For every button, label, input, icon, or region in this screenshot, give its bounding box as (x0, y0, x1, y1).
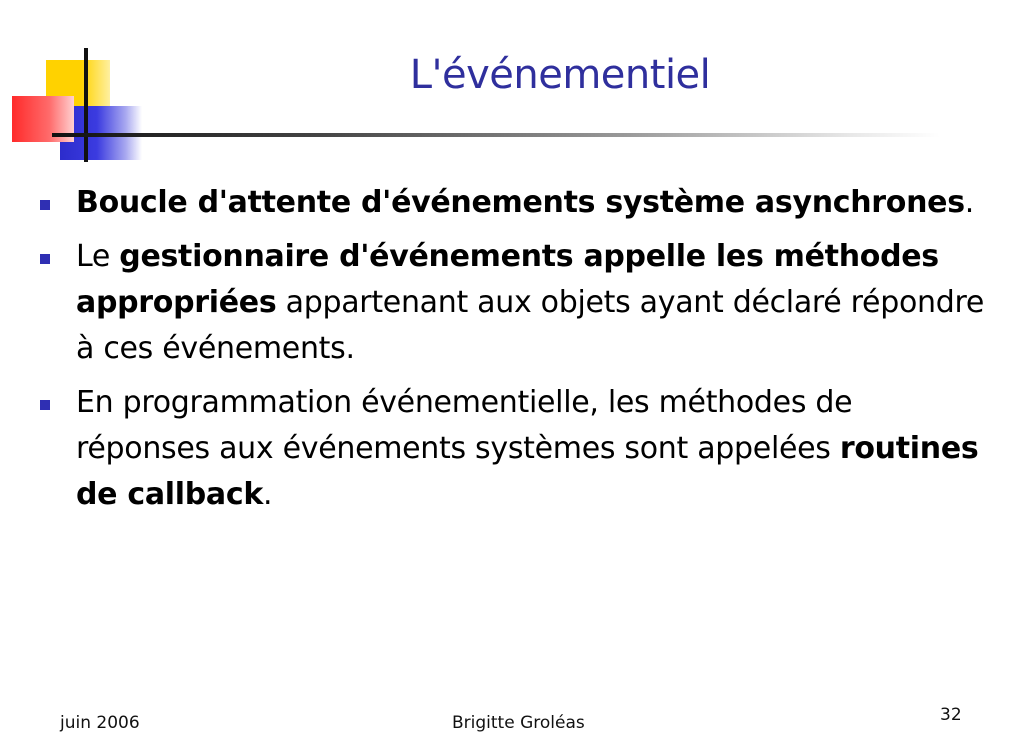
bullet-bold-text: routines de callback (76, 431, 979, 512)
bullet-text: Le (76, 239, 120, 274)
square-bullet-icon (40, 400, 50, 410)
bullet-bold-text: gestionnaire d'événements appelle les méthodes appropriées (76, 239, 939, 320)
bullet-item (36, 234, 986, 372)
bullet-list (36, 180, 986, 526)
square-bullet-icon (40, 254, 50, 264)
slide-title: L'événementiel (409, 52, 711, 98)
decorative-logo-squares (0, 0, 160, 170)
square-bullet-icon (40, 200, 50, 210)
bullet-text: appartenant aux objets ayant déclaré répondre à ces événements. (76, 285, 984, 366)
bullet-text: . (964, 185, 975, 220)
bullet-text: En programmation événementielle, les méthodes de réponses aux événements systèmes sont appelées (76, 385, 853, 466)
title-underline-rule (52, 133, 940, 137)
page-number: 32 (940, 705, 962, 725)
bullet-bold-text: Boucle d'attente d'événements système asynchrones (76, 185, 965, 220)
bullet-item (36, 180, 986, 226)
bullet-item (36, 380, 986, 518)
footer-author: Brigitte Groléas (452, 713, 585, 733)
vertical-line-decoration (84, 48, 88, 162)
footer-date: juin 2006 (60, 713, 140, 733)
bullet-text: . (263, 477, 273, 512)
